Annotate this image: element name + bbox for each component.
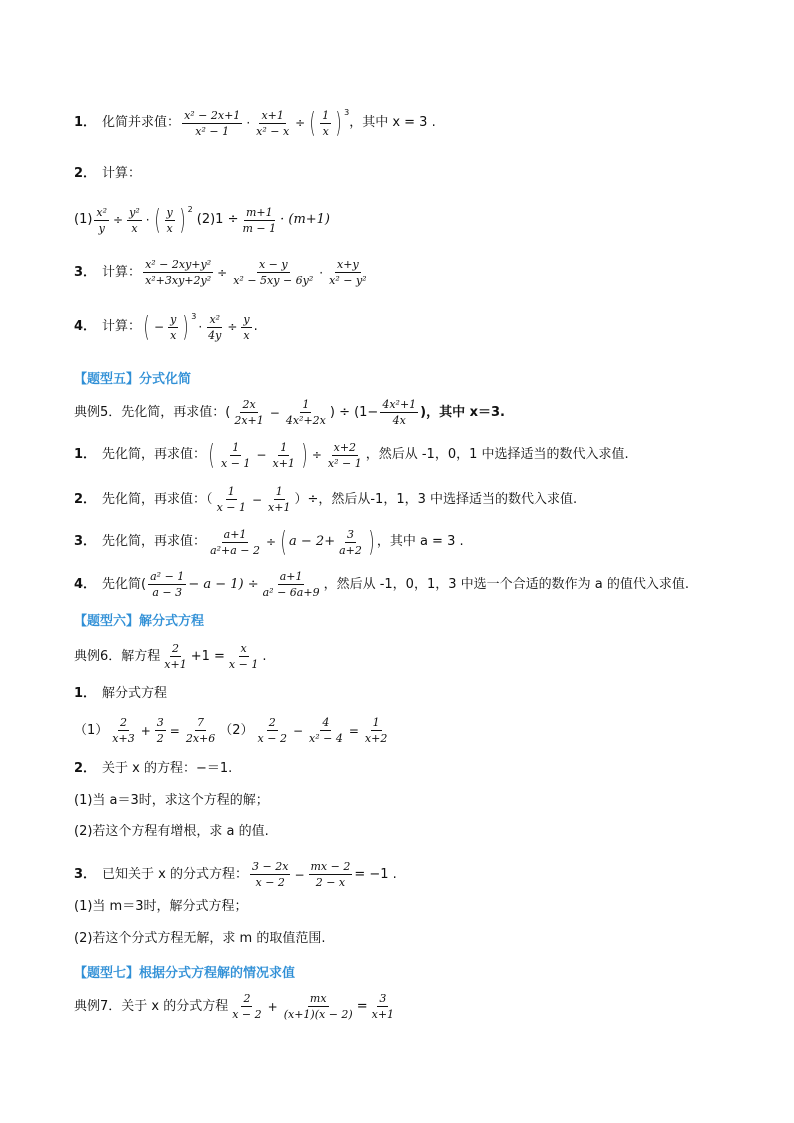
fraction: $\frac{1}{\text{4x²+2x}}$ [285, 398, 326, 427]
example-7: 典例7．关于 x 的分式方程 $\frac{2}{x - 2}$ + $\frac{mx}{(x+1)(x - 2)}$ = $\frac{3}{x+1}$ [74, 992, 395, 1021]
fraction: $\frac{7}{2x+6}$ [185, 716, 216, 745]
fraction: $\frac{m+1}{m - 1}$ [242, 205, 277, 235]
expression-text: ) ÷ (1− [329, 404, 379, 420]
fraction: $\frac{x+y}{\text{x² − y²}}$ [329, 258, 367, 287]
fraction: $\frac{1}{x - 1}$ [221, 440, 251, 470]
fraction: $\frac{\text{x² − 2x+1}}{\text{x² − 1}}$ [184, 108, 241, 138]
section-heading: 【题型七】根据分式方程解的情况求值 [74, 966, 296, 981]
sub-question: (2)若这个方程有增根，求 a 的值. [74, 824, 269, 839]
question-tail: . [253, 319, 258, 334]
fraction: $\frac{\text{x²}}{4y}$ [208, 312, 222, 342]
question-tail: ）÷，然后从-1，1，3 中选择适当的数代入求值. [294, 491, 578, 507]
example-lead: 典例5．先化简，再求值：( [74, 404, 231, 420]
problem-6-2 [74, 760, 232, 778]
fraction: $\frac{2}{x - 2}$ [257, 716, 287, 745]
question-tail: ，然后从 -1，0，1 中选择适当的数代入求值. [365, 447, 629, 462]
question-number: 1． [74, 447, 97, 462]
example-tail: . [262, 648, 267, 664]
fraction: $\frac{x+1}{\text{x² − x}}$ [256, 108, 290, 138]
question-tail: ，其中 x = 3 . [349, 115, 436, 130]
fraction: $\frac{x}{x - 1}$ [228, 642, 259, 671]
question-text: 先化简，再求值： [102, 534, 207, 549]
expression-text: +1 = [190, 648, 225, 664]
question-text: 先化简( [102, 576, 147, 592]
question-number: 4． [74, 576, 97, 592]
fraction: $\frac{mx - 2}{2 - x}$ [310, 860, 351, 889]
fraction: $\frac{\text{x² − 2xy+y²}}{\text{x²+3xy+2y²}}$ [145, 258, 212, 287]
part-label: (2) [196, 212, 216, 227]
question-text: 计算： [102, 319, 142, 334]
question-number: 3． [74, 534, 97, 549]
part-label: （2） [219, 722, 254, 738]
question-text: 关于 x 的方程：−＝1. [102, 761, 233, 776]
question-text: 计算： [102, 264, 142, 280]
question-text: 已知关于 x 的分式方程： [102, 866, 249, 882]
fraction: $\frac{\text{a² − 1}}{a - 3}$ [150, 570, 185, 599]
example-6 [74, 642, 266, 671]
part-label: (1) [74, 212, 93, 227]
question-number: 3． [74, 264, 97, 280]
fraction: $\frac{2}{x+1}$ [164, 642, 187, 671]
fraction: $\frac{x - y}{\text{x² − 5xy − 6y²}}$ [233, 258, 314, 287]
fraction: $\frac{3}{a+2}$ [339, 527, 362, 557]
question-4: 4． 计算： ( − $\frac{y}{x}$ ) 3 · $\frac{\text{x²}}{4y}$ ÷ $\frac{y}{x}$ . [74, 310, 258, 343]
question-text: 解分式方程 [102, 686, 168, 701]
question-number: 1． [74, 115, 97, 130]
question-tail: = −1 . [354, 866, 397, 882]
fraction: $\frac{2}{x - 2}$ [232, 992, 262, 1021]
question-number: 3． [74, 866, 97, 882]
sub-question: (2)若这个分式方程无解，求 m 的取值范围. [74, 931, 326, 946]
part-label: （1） [74, 722, 109, 738]
fraction: $\frac{1}{x}$ [322, 108, 330, 138]
expression-text: = [356, 998, 368, 1014]
question-text: 先化简，再求值：（ [102, 491, 213, 507]
expression-text: 1 ÷ [215, 212, 239, 227]
expression-text: − a − 1) ÷ [188, 576, 259, 592]
fraction: $\frac{a+1}{\text{a² − 6a+9}}$ [262, 570, 320, 599]
problem-6-1-equations: （1） $\frac{2}{x+3}$ + $\frac{3}{2}$ = $\frac{7}{2x+6}$ （2） $\frac{2}{x - 2}$ − $\frac{4}{\text{x² − 4}}$ = $\frac{1}{x+2}$ [74, 716, 388, 745]
sub-question: (1)当 m＝3时，解分式方程； [74, 899, 248, 914]
expression-text: · (m+1) [280, 212, 331, 227]
fraction: $\frac{1}{x+1}$ [272, 440, 295, 470]
question-1: 1． 化简并求值： $\frac{\text{x² − 2x+1}}{\text{x² − 1}}$ · $\frac{x+1}{\text{x² − x}}$ ÷ ( $\frac{1}{x}$ ) 3 ，其中 x = 3 . [74, 106, 436, 139]
example-tail: )，其中 x＝3. [420, 404, 505, 420]
question-number: 1． [74, 686, 97, 701]
fraction: $\frac{3}{2}$ [156, 716, 164, 745]
example-5: 典例5．先化简，再求值：( $\frac{2x}{2x+1}$ − $\frac{1}{\text{4x²+2x}}$ ) ÷ (1− $\frac{\text{4x²+1}}{4x}$ )，其中 x＝3. [74, 398, 505, 427]
fraction: $\frac{\text{x²}}{y}$ [96, 205, 108, 235]
problem-5-4 [74, 570, 689, 599]
question-text: 化简并求值： [102, 115, 181, 130]
fraction: $\frac{x+2}{\text{x² − 1}}$ [327, 440, 362, 470]
question-text: 计算： [102, 166, 142, 181]
fraction: $\frac{1}{x - 1}$ [216, 485, 246, 514]
fraction: $\frac{3}{x+1}$ [371, 992, 395, 1021]
fraction: $\frac{y}{x}$ [166, 205, 173, 235]
example-lead: 典例7．关于 x 的分式方程 [74, 998, 229, 1014]
fraction: $\frac{a+1}{\text{a²+a − 2}}$ [210, 527, 261, 557]
fraction: $\frac{3 - 2x}{x - 2}$ [252, 860, 289, 889]
fraction: $\frac{y}{x}$ [243, 312, 250, 342]
problem-6-3: 3． 已知关于 x 的分式方程： $\frac{3 - 2x}{x - 2}$ − $\frac{mx - 2}{2 - x}$ = −1 . [74, 860, 397, 889]
question-tail: ，其中 a = 3 . [376, 534, 464, 549]
section-heading: 【题型六】解分式方程 [74, 614, 205, 629]
fraction: $\frac{1}{x+2}$ [364, 716, 388, 745]
question-2 [74, 165, 141, 183]
problem-6-1 [74, 685, 167, 703]
expression-text: a − 2+ [289, 534, 336, 549]
fraction: $\frac{\text{y²}}{x}$ [129, 205, 140, 235]
question-number: 4． [74, 319, 97, 334]
fraction: $\frac{y}{x}$ [170, 312, 177, 342]
fraction: $\frac{\text{4x²+1}}{4x}$ [382, 398, 417, 427]
example-lead: 典例6．解方程 [74, 648, 161, 664]
problem-5-1: 1． 先化简，再求值： ( $\frac{1}{x - 1}$ − $\frac{1}{x+1}$ ) ÷ $\frac{x+2}{\text{x² − 1}}$ ，然后从 -1，0，1 中选择适当的数代入求值. [74, 438, 629, 471]
fraction: $\frac{1}{x+1}$ [268, 485, 291, 514]
sub-question: (1)当 a＝3时，求这个方程的解； [74, 793, 269, 808]
fraction: $\frac{4}{\text{x² − 4}}$ [309, 716, 343, 745]
problem-5-3: 3． 先化简，再求值： $\frac{a+1}{\text{a²+a − 2}}$ ÷ ( a − 2+ $\frac{3}{a+2}$ ) ，其中 a = 3 . [74, 525, 464, 558]
problem-5-2: 2． 先化简，再求值：（ $\frac{1}{x - 1}$ − $\frac{1}{x+1}$ ）÷，然后从-1，1，3 中选择适当的数代入求值. [74, 485, 578, 514]
question-number: 2． [74, 491, 97, 507]
question-3: 3． 计算： $\frac{\text{x² − 2xy+y²}}{\text{x²+3xy+2y²}}$ ÷ $\frac{x - y}{\text{x² − 5xy − 6y²}}$ · $\frac{x+y}{\text{x² − y²}}$ [74, 258, 367, 287]
question-2-expressions: (1) $\frac{\text{x²}}{y}$ ÷ $\frac{\text{y²}}{x}$ · ( $\frac{y}{x}$ ) 2 (2) 1 ÷ $\frac{m+1}{m - 1}$ · (m+1) [74, 203, 331, 236]
fraction: $\frac{mx}{(x+1)(x - 2)}$ [283, 992, 353, 1021]
question-text: 先化简，再求值： [102, 447, 207, 462]
fraction: $\frac{2x}{2x+1}$ [234, 398, 264, 427]
question-tail: ，然后从 -1，0，1，3 中选一个合适的数作为 a 的值代入求值. [323, 576, 689, 592]
fraction: $\frac{2}{x+3}$ [112, 716, 135, 745]
question-number: 2． [74, 166, 97, 181]
section-heading: 【题型五】分式化简 [74, 372, 192, 387]
question-number: 2． [74, 761, 97, 776]
